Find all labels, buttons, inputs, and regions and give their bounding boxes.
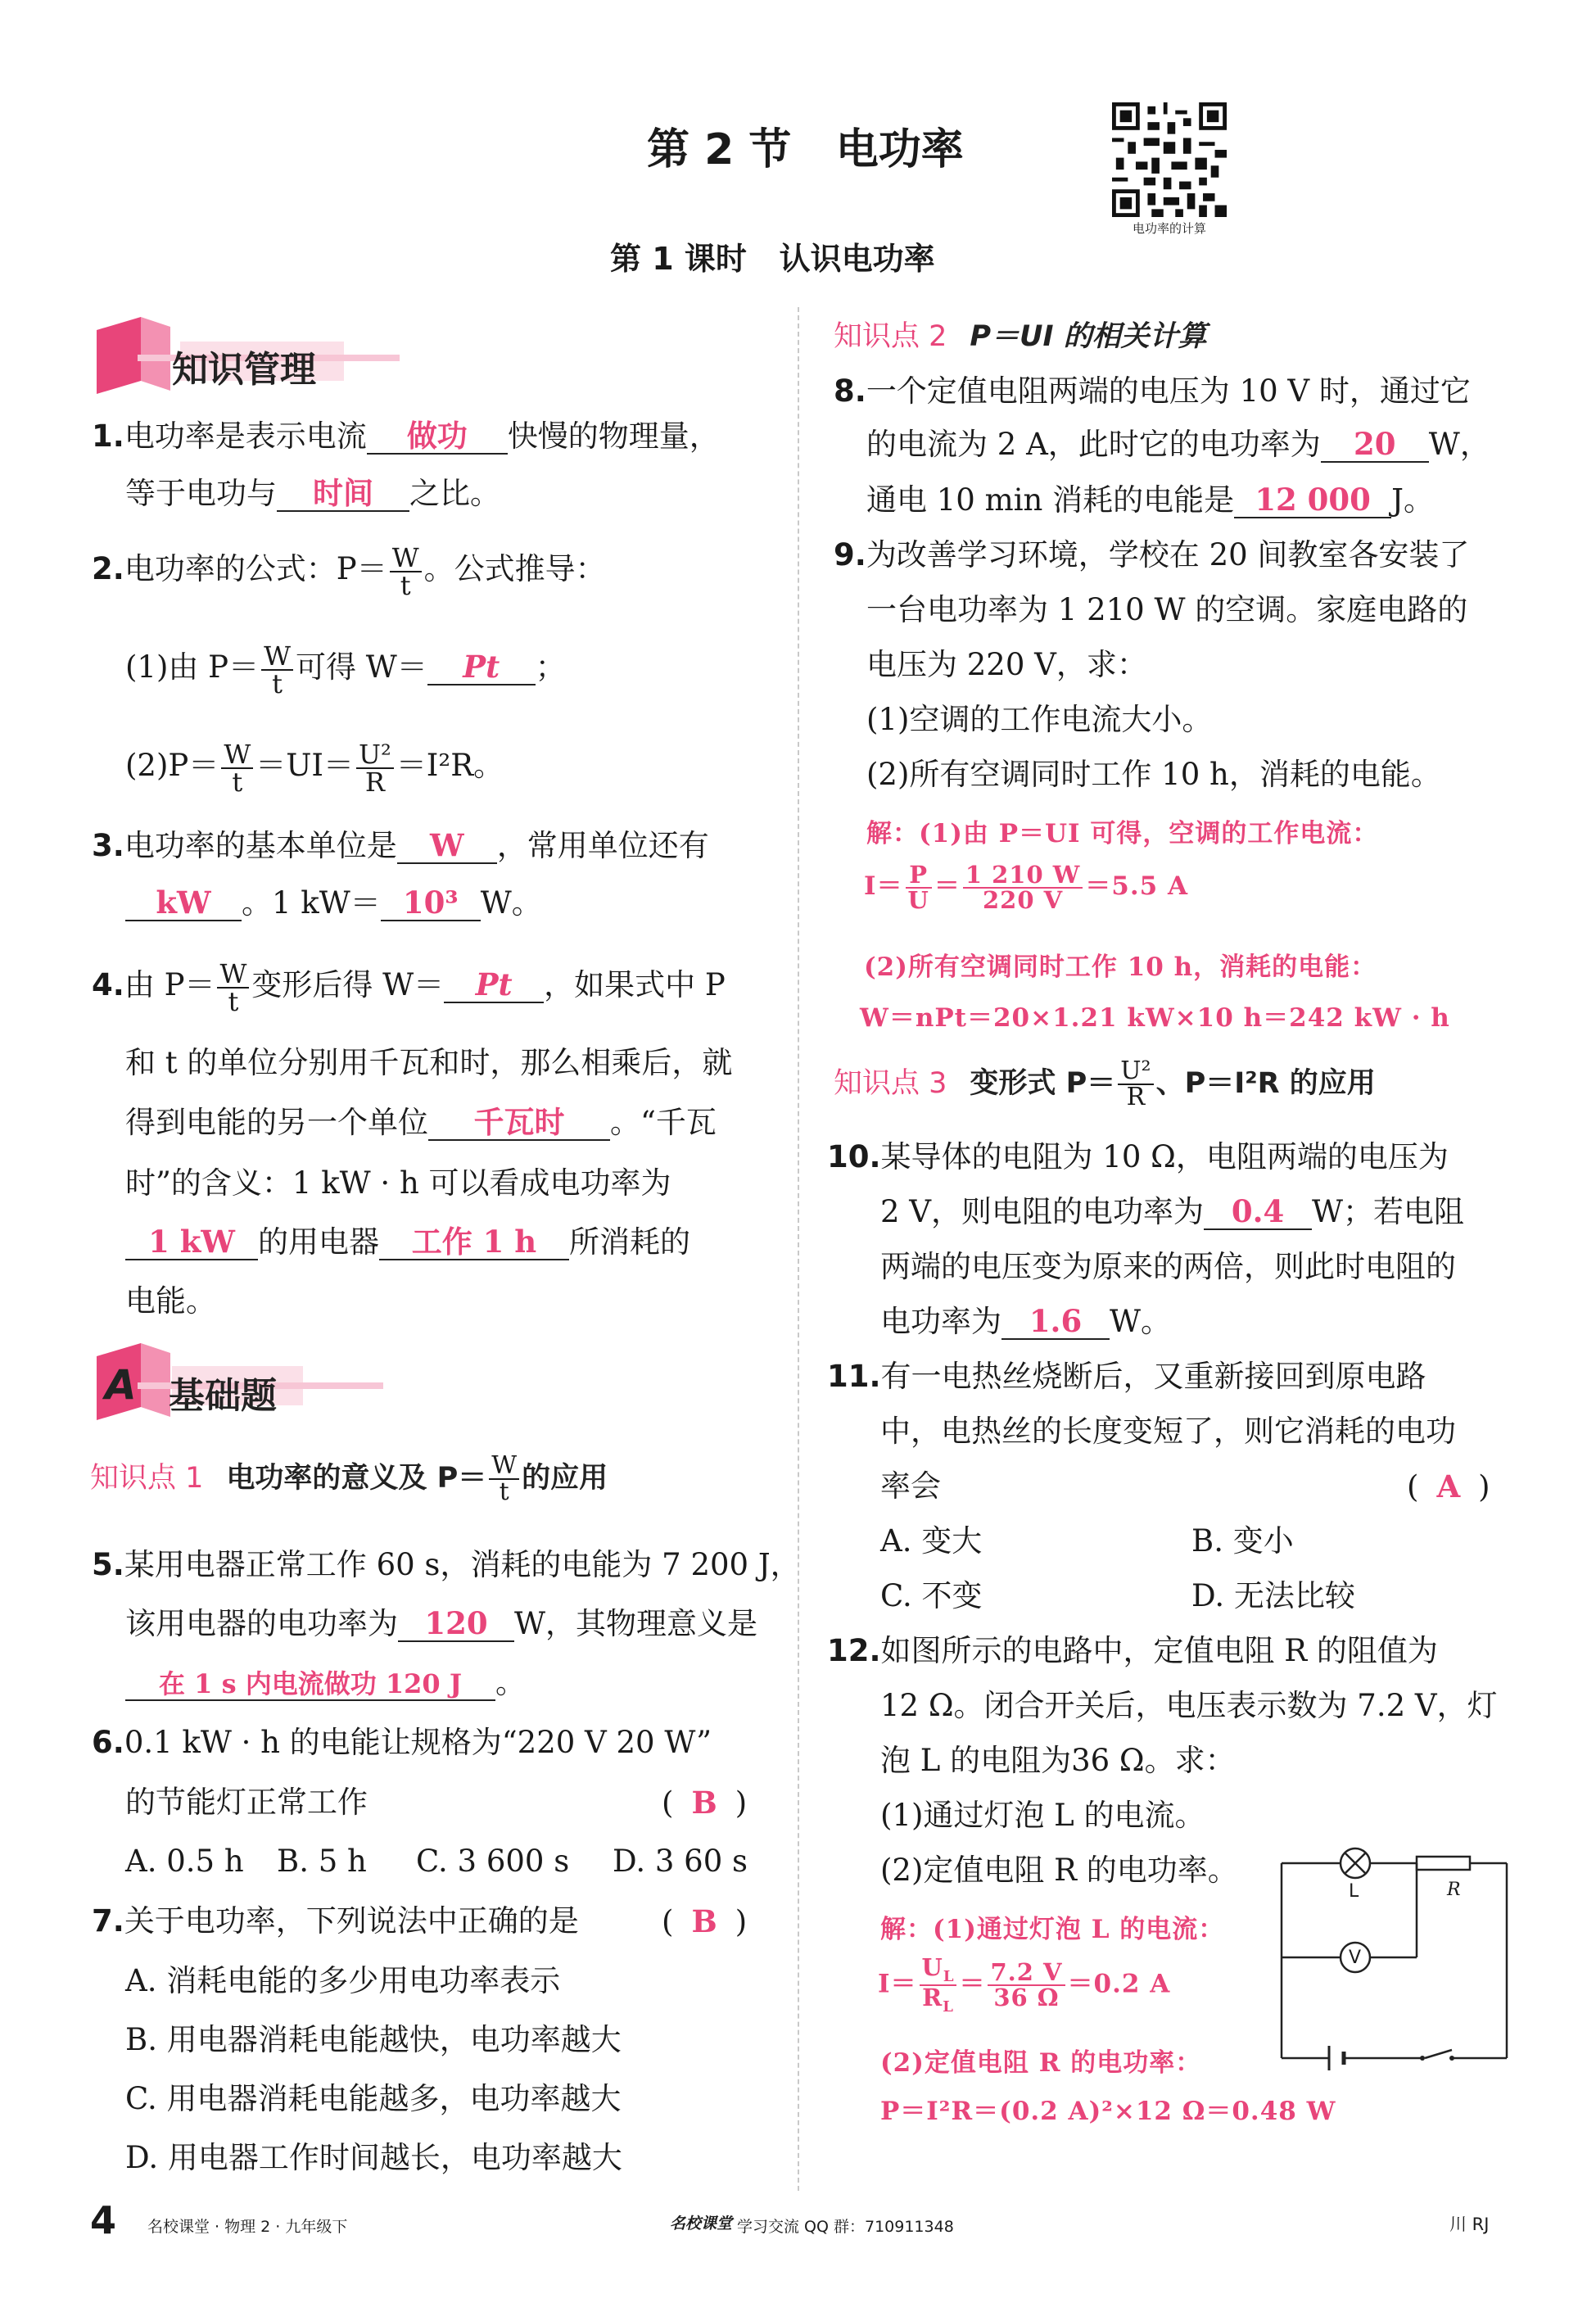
q9-line3: 电压为 220 V，求： <box>866 647 1147 682</box>
q12-line1 <box>827 1632 1438 1670</box>
circuit-voltmeter-label: V <box>1349 1948 1362 1968</box>
q12-solution-3: (2)定值电阻 R 的电功率： <box>880 2048 1202 2078</box>
q12-number: 12. <box>827 1633 881 1668</box>
q10-text-a: 某导体的电阻为 10 Ω，电阻两端的电压为 <box>880 1139 1449 1174</box>
q2-step2 <box>125 737 504 798</box>
q4-text-l3b: 。“千瓦 <box>610 1105 717 1140</box>
q11-number: 11. <box>827 1359 881 1394</box>
kp3-label: 知识点 3 <box>834 1067 947 1100</box>
q4-text-l3a: 得到电能的另一个单位 <box>125 1105 428 1140</box>
kp1-text-b: 的应用 <box>522 1462 608 1495</box>
kp2-label: 知识点 2 <box>834 320 947 353</box>
q12-solution-2: I＝ $\frac{U_L}{R_L}$ ＝ $\frac{7.2 V}{36 \Omega}$ ＝0.2 A <box>878 1953 1171 2016</box>
q10-text-c: W；若电阻 <box>1312 1194 1465 1229</box>
q4-text-c: ，如果式中 P <box>544 967 726 1002</box>
q7-number: 7. <box>92 1903 124 1939</box>
q2-fraction: $\frac{W}{t}$ <box>390 545 422 599</box>
knowledge-badge-label: 知识管理 <box>172 349 316 391</box>
q2-step2-b: ＝UI＝ <box>255 748 355 783</box>
q4-answer-2: 千瓦时 <box>428 1106 610 1141</box>
basic-badge <box>90 1342 385 1423</box>
q4-line1 <box>92 957 726 1015</box>
qr-caption: 电功率的计算 <box>1132 221 1206 236</box>
q3-line1 <box>92 827 709 865</box>
q6-option-b: B. 5 h <box>277 1844 367 1879</box>
q6-line1 <box>92 1724 712 1762</box>
q3-answer-3: 10³ <box>381 887 481 921</box>
q6-line2: 的节能灯正常工作 <box>125 1785 368 1820</box>
q10-number: 10. <box>827 1139 881 1174</box>
q6-option-c: C. 3 600 s <box>416 1844 570 1879</box>
kp1-fraction: $\frac{W}{t}$ <box>489 1454 519 1504</box>
qr-code[interactable] <box>1112 102 1227 217</box>
circuit-lamp-label: L <box>1349 1881 1359 1902</box>
q6-option-d: D. 3 60 s <box>613 1844 748 1879</box>
q8-text-d: 通电 10 min 消耗的电能是 <box>866 482 1235 518</box>
q6-text-a: 0.1 kW · h 的电能让规格为“220 V 20 W” <box>124 1725 712 1760</box>
q2-text-a: 电功率的公式：P＝ <box>124 551 387 586</box>
kp1-label: 知识点 1 <box>90 1462 204 1495</box>
q11-line2: 中，电热丝的长度变短了，则它消耗的电功 <box>880 1414 1456 1449</box>
q10-text-b: 2 V，则电阻的电功率为 <box>880 1194 1205 1229</box>
basic-badge-label: 基础题 <box>169 1375 277 1417</box>
q2-number: 2. <box>92 551 124 586</box>
q5-text-b: 该用电器的电功率为 <box>125 1606 398 1641</box>
q10-line3: 两端的电压变为原来的两倍，则此时电阻的 <box>880 1249 1456 1284</box>
q5-line3 <box>125 1664 526 1702</box>
q11-text-a: 有一电热丝烧断后，又重新接回到原电路 <box>880 1359 1426 1394</box>
q5-number: 5. <box>92 1547 124 1582</box>
q11-option-a: A. 变大 <box>880 1523 983 1559</box>
q10-text-e: 电功率为 <box>880 1304 1001 1339</box>
q4-line4: 时”的含义：1 kW · h 可以看成电功率为 <box>125 1165 671 1201</box>
q4-line6: 电能。 <box>125 1283 216 1319</box>
q1-text-d: 之比。 <box>409 476 500 511</box>
q2-text-b: 。公式推导： <box>423 551 606 586</box>
q5-answer-2: 在 1 s 内电流做功 120 J <box>125 1667 495 1701</box>
q3-number: 3. <box>92 828 124 863</box>
q8-line2 <box>866 426 1490 464</box>
q11-option-d: D. 无法比较 <box>1191 1578 1355 1613</box>
q3-text-b: ，常用单位还有 <box>496 828 709 863</box>
q8-answer-1: 20 <box>1321 428 1429 463</box>
q12-line4: (1)通过灯泡 L 的电流。 <box>880 1798 1205 1833</box>
q12-line5: (2)定值电阻 R 的电功率。 <box>880 1853 1238 1888</box>
q4-answer-3: 1 kW <box>125 1226 258 1260</box>
qr-code-icon <box>1112 102 1227 217</box>
q4-line5 <box>125 1224 690 1261</box>
q6-option-a: A. 0.5 h <box>125 1844 244 1879</box>
q9-solution-2: I＝ $\frac{P}{U}$ ＝ $\frac{1 210 W}{220 V}$ ＝5.5 A <box>864 860 1189 914</box>
column-divider <box>798 307 799 2191</box>
q9-text-a: 为改善学习环境，学校在 20 间教室各安装了 <box>866 537 1470 572</box>
q10-line2 <box>880 1193 1464 1231</box>
q8-number: 8. <box>834 373 866 409</box>
kp3-text-b: 、P＝I²R 的应用 <box>1155 1067 1376 1100</box>
footer-book: 名校课堂 · 物理 2 · 九年级下 <box>147 2218 348 2236</box>
q4-answer-1: Pt <box>444 969 544 1003</box>
q2-step1-a: (1)由 P＝ <box>125 649 260 685</box>
q8-line1 <box>834 373 1471 410</box>
q12-solution-1: 解：(1)通过灯泡 L 的电流： <box>880 1915 1225 1944</box>
q7-option-a: A. 消耗电能的多少用电功率表示 <box>125 1963 561 1998</box>
q11-option-c: C. 不变 <box>880 1578 983 1613</box>
q3-text-d: W。 <box>480 885 542 921</box>
q10-line1 <box>827 1138 1449 1176</box>
q3-text-a: 电功率的基本单位是 <box>124 828 397 863</box>
q2-step1-c: ； <box>535 649 566 685</box>
q7-answer-bracket: ( B ) <box>662 1903 748 1939</box>
q9-line1 <box>834 536 1469 574</box>
q10-line4 <box>880 1303 1171 1341</box>
q5-answer-1: 120 <box>398 1608 514 1642</box>
q10-text-f: W。 <box>1110 1304 1172 1339</box>
q2-step1-fraction: $\frac{W}{t}$ <box>261 643 293 697</box>
q1-answer-2: 时间 <box>277 477 409 512</box>
q10-answer-2: 1.6 <box>1001 1305 1110 1340</box>
q3-line2 <box>125 885 542 922</box>
q1-text-b: 快慢的物理量， <box>507 419 720 454</box>
q6-number: 6. <box>92 1725 124 1760</box>
q7-text-a: 关于电功率，下列说法中正确的是 <box>124 1903 579 1939</box>
circuit-resistor-label: R <box>1447 1880 1461 1900</box>
q2-step2-c: ＝I²R。 <box>396 748 504 783</box>
q8-text-c: W， <box>1428 427 1490 462</box>
q12-line2: 12 Ω。闭合开关后，电压表示数为 7.2 V，灯 <box>880 1688 1498 1723</box>
q9-line2: 一台电功率为 1 210 W 的空调。家庭电路的 <box>866 592 1468 627</box>
q11-line1 <box>827 1358 1426 1396</box>
circuit-diagram-svg <box>1273 1847 1519 2084</box>
kp2-text: P＝UI 的相关计算 <box>970 320 1207 353</box>
kp3-heading <box>834 1055 1376 1112</box>
q8-text-a: 一个定值电阻两端的电压为 10 V 时，通过它 <box>866 373 1471 409</box>
q9-solution-3: (2)所有空调同时工作 10 h，消耗的电能： <box>864 952 1377 982</box>
q6-answer-bracket: ( B ) <box>662 1785 748 1821</box>
q9-line5: (2)所有空调同时工作 10 h，消耗的电能。 <box>866 757 1441 792</box>
q6-options <box>125 1843 772 1880</box>
q1-line2 <box>125 475 500 513</box>
q1-line1 <box>92 418 720 455</box>
q8-text-e: J。 <box>1391 482 1434 518</box>
lesson-title: 第 1 课时 认识电功率 <box>610 241 935 277</box>
q3-answer-2: kW <box>125 887 242 921</box>
q11-option-b: B. 变小 <box>1191 1523 1294 1559</box>
kp1-text-a: 电功率的意义及 P＝ <box>226 1462 487 1495</box>
q9-line4: (1)空调的工作电流大小。 <box>866 702 1213 737</box>
q4-number: 4. <box>92 967 124 1002</box>
circuit-diagram <box>1273 1847 1519 2084</box>
q9-number: 9. <box>834 537 866 572</box>
q5-text-a: 某用电器正常工作 60 s，消耗的电能为 7 200 J， <box>124 1547 801 1582</box>
footer-qq: 学习交流 QQ 群：710911348 <box>737 2218 954 2236</box>
q1-answer-1: 做功 <box>367 420 508 455</box>
q7-option-b: B. 用电器消耗电能越快，电功率越大 <box>125 2022 622 2057</box>
q7-line1 <box>92 1903 579 1940</box>
footer-logo: 名校课堂 <box>670 2215 733 2233</box>
q12-text-a: 如图所示的电路中，定值电阻 R 的阻值为 <box>880 1633 1438 1668</box>
q3-text-c: 。1 kW＝ <box>242 885 381 921</box>
q4-text-a: 由 P＝ <box>124 967 215 1002</box>
kp1-heading <box>90 1450 608 1507</box>
q2-step1 <box>125 639 566 697</box>
basic-badge-letter: A <box>105 1361 137 1409</box>
q3-answer-1: W <box>397 830 497 864</box>
knowledge-badge <box>90 315 401 397</box>
q11-line3: 率会 <box>880 1468 941 1504</box>
q5-line2 <box>125 1605 757 1643</box>
kp2-heading <box>834 315 1207 358</box>
q4-text-l5b: 所消耗的 <box>569 1224 690 1260</box>
q2-step2-a: (2)P＝ <box>125 748 219 783</box>
q4-line3 <box>125 1104 717 1142</box>
q8-line3 <box>866 482 1434 519</box>
q8-text-b: 的电流为 2 A，此时它的电功率为 <box>866 427 1321 462</box>
q4-answer-4: 工作 1 h <box>379 1226 569 1260</box>
q12-solution-4: P＝I²R＝(0.2 A)²×12 Ω＝0.48 W <box>880 2097 1336 2126</box>
section-title: 第 2 节 电功率 <box>647 125 964 174</box>
q9-solution-4: W＝nPt＝20×1.21 kW×10 h＝242 kW · h <box>860 1003 1450 1033</box>
kp3-fraction: $\frac{\text{U²}}{R}$ <box>1118 1059 1153 1110</box>
q4-text-b: 变形后得 W＝ <box>251 967 445 1002</box>
page-number: 4 <box>90 2198 117 2242</box>
q4-text-l5a: 的用电器 <box>258 1224 379 1260</box>
q5-text-d: 。 <box>495 1665 526 1700</box>
q5-text-c: W，其物理意义是 <box>514 1606 758 1641</box>
q11-answer-bracket: ( A ) <box>1407 1468 1490 1504</box>
q5-line1 <box>92 1546 801 1584</box>
q7-option-c: C. 用电器消耗电能越多，电功率越大 <box>125 2081 622 2116</box>
q2-step2-fraction-2: $\frac{\text{U²}}{R}$ <box>356 741 394 795</box>
kp3-text-a: 变形式 P＝ <box>970 1067 1116 1100</box>
q10-answer-1: 0.4 <box>1204 1196 1312 1230</box>
q1-text-a: 电功率是表示电流 <box>124 419 367 454</box>
q12-line3: 泡 L 的电阻为36 Ω。求： <box>880 1743 1236 1778</box>
q8-answer-2: 12 000 <box>1234 484 1391 518</box>
q4-line2: 和 t 的单位分别用千瓦和时，那么相乘后，就 <box>125 1045 733 1080</box>
q4-fraction: $\frac{W}{t}$ <box>217 961 249 1015</box>
q1-number: 1. <box>92 419 124 454</box>
q1-text-c: 等于电功与 <box>125 476 277 511</box>
q2-step2-fraction-1: $\frac{W}{t}$ <box>221 741 253 795</box>
q9-solution-1: 解：(1)由 P＝UI 可得，空调的工作电流： <box>866 819 1379 848</box>
q7-option-d: D. 用电器工作时间越长，电功率越大 <box>125 2140 622 2175</box>
q2-answer: Pt <box>427 651 536 685</box>
q2-step1-b: 可得 W＝ <box>295 649 427 685</box>
footer-edition: 川 RJ <box>1449 2215 1490 2234</box>
q2-line1 <box>92 541 606 599</box>
